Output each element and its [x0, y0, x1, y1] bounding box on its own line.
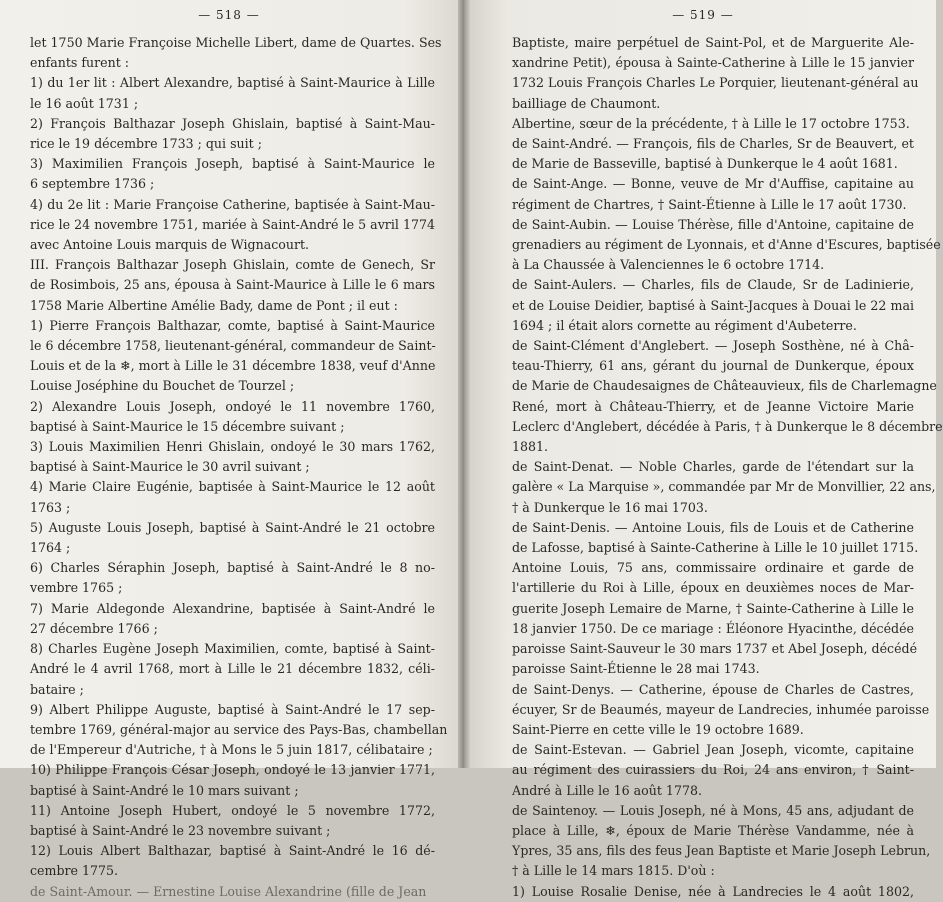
text-line: André le 4 avril 1768, mort à Lille le 21 décembre 1832, céli- — [30, 661, 435, 677]
text-line: baptisé à Saint-Maurice le 30 avril suivant ; — [30, 459, 310, 475]
text-line: 2) Alexandre Louis Joseph, ondoyé le 11 novembre 1760, — [30, 398, 435, 414]
text-line: à La Chaussée à Valenciennes le 6 octobre 1714. — [512, 257, 825, 273]
right-page — [470, 0, 943, 899]
book-gutter — [458, 0, 470, 768]
text-line: l'artillerie du Roi à Lille, époux en deuxièmes noces de Mar- — [512, 580, 914, 596]
text-line: Antoine Louis, 75 ans, commissaire ordinaire et garde de — [512, 560, 914, 576]
text-line: 3) Maximilien François Joseph, baptisé à Saint-Maurice le — [30, 156, 435, 172]
text-line: Louis et de la ❄, mort à Lille le 31 décembre 1838, veuf d'Anne — [30, 358, 436, 374]
text-line: teau-Thierry, 61 ans, gérant du journal de Dunkerque, époux — [512, 358, 914, 374]
text-line: 1) Louise Rosalie Denise, née à Landrecies le 4 août 1802, — [512, 883, 914, 899]
text-line: de Saint-Amour. — Ernestine Louise Alexandrine (fille de Jean — [30, 883, 427, 899]
text-line: guerite Joseph Lemaire de Marne, † Sainte-Catherine à Lille le — [512, 600, 914, 616]
page-body — [512, 33, 943, 902]
text-line: Louise Joséphine du Bouchet de Tourzel ; — [30, 378, 295, 394]
text-line: 3) Louis Maximilien Henri Ghislain, ondoyé le 30 mars 1762, — [30, 439, 435, 455]
page-number: — 519 — — [672, 8, 734, 22]
text-line: paroisse Saint-Sauveur le 30 mars 1737 et Abel Joseph, décédé — [512, 641, 918, 657]
text-line: Albertine, sœur de la précédente, † à Lille le 17 octobre 1753. — [512, 115, 910, 131]
text-line: Saint-Pierre en cette ville le 19 octobre 1689. — [512, 721, 804, 737]
page-number: — 518 — — [198, 8, 260, 22]
text-line: place à Lille, ❄, époux de Marie Thérèse Vandamme, née à — [512, 822, 914, 838]
text-line: let 1750 Marie Françoise Michelle Libert, dame de Quartes. Ses — [30, 35, 442, 50]
text-line: Leclerc d'Anglebert, décédée à Paris, † à Dunkerque le 8 décembre — [512, 418, 943, 434]
text-line: 8) Charles Eugène Joseph Maximilien, comte, baptisé à Saint- — [30, 641, 435, 657]
text-line: † à Dunkerque le 16 mai 1703. — [512, 499, 708, 515]
text-line: 12) Louis Albert Balthazar, baptisé à Saint-André le 16 dé- — [30, 843, 435, 859]
left-page — [0, 0, 458, 899]
text-line: grenadiers au régiment de Lyonnais, et d'Anne d'Escures, baptisée — [512, 237, 941, 253]
page-body — [30, 33, 448, 902]
text-line: 2) François Balthazar Joseph Ghislain, baptisé à Saint-Mau- — [30, 115, 435, 131]
text-line: 1732 Louis François Charles Le Porquier, lieutenant-général au — [512, 75, 919, 91]
text-line: baptisé à Saint-André le 10 mars suivant ; — [30, 782, 299, 798]
text-line: de Saint-Estevan. — Gabriel Jean Joseph, vicomte, capitaine — [512, 742, 914, 758]
text-line: rice le 24 novembre 1751, mariée à Saint-André le 5 avril 1774 — [30, 216, 435, 232]
text-line: bailliage de Chaumont. — [512, 95, 661, 111]
text-line: xandrine Petit), épousa à Sainte-Catherine à Lille le 15 janvier — [512, 55, 914, 71]
text-line: de Saint-Clément d'Anglebert. — Joseph Sosthène, né à Châ- — [512, 338, 914, 354]
text-line: avec Antoine Louis marquis de Wignacourt. — [30, 237, 310, 253]
text-line: 10) Philippe François César Joseph, ondoyé le 13 janvier 1771, — [30, 762, 435, 778]
text-line: 4) du 2e lit : Marie Françoise Catherine, baptisée à Saint-Mau- — [30, 196, 435, 212]
text-line: 5) Auguste Louis Joseph, baptisé à Saint-André le 21 octobre — [30, 519, 435, 535]
text-line: 6) Charles Séraphin Joseph, baptisé à Saint-André le 8 no- — [30, 560, 435, 576]
text-line: René, mort à Château-Thierry, et de Jeanne Victoire Marie — [512, 398, 914, 414]
text-line: † à Lille le 14 mars 1815. D'où : — [512, 863, 715, 879]
text-line: 1694 ; il était alors cornette au régiment d'Aubeterre. — [512, 317, 857, 333]
text-line: au régiment des cuirassiers du Roi, 24 ans environ, † Saint- — [512, 762, 914, 778]
text-line: de l'Empereur d'Autriche, † à Mons le 5 juin 1817, célibataire ; — [30, 742, 433, 758]
text-line: 7) Marie Aldegonde Alexandrine, baptisée à Saint-André le — [30, 600, 435, 616]
text-line: de Saintenoy. — Louis Joseph, né à Mons, 45 ans, adjudant de — [512, 802, 914, 818]
text-line: le 16 août 1731 ; — [30, 95, 139, 111]
text-line: 27 décembre 1766 ; — [30, 620, 158, 636]
text-line: de Saint-Aubin. — Louise Thérèse, fille d'Antoine, capitaine de — [512, 216, 914, 232]
text-line: paroisse Saint-Étienne le 28 mai 1743. — [512, 661, 760, 677]
text-line: de Marie de Chaudesaignes de Châteauvieux, fils de Charlemagne — [512, 378, 937, 394]
text-line: de Rosimbois, 25 ans, épousa à Saint-Maurice à Lille le 6 mars — [30, 277, 435, 293]
text-line: cembre 1775. — [30, 863, 119, 879]
text-line: le 6 décembre 1758, lieutenant-général, commandeur de Saint- — [30, 338, 436, 354]
text-line: baptisé à Saint-Maurice le 15 décembre suivant ; — [30, 418, 345, 434]
text-line: de Saint-André. — François, fils de Charles, Sr de Beauvert, et — [512, 136, 914, 152]
text-line: 1763 ; — [30, 499, 71, 515]
text-line: III. François Balthazar Joseph Ghislain, comte de Genech, Sr — [30, 257, 435, 273]
text-line: de Marie de Basseville, baptisé à Dunkerque le 4 août 1681. — [512, 156, 898, 172]
text-line: 1758 Marie Albertine Amélie Bady, dame de Pont ; il eut : — [30, 297, 398, 313]
text-line: rice le 19 décembre 1733 ; qui suit ; — [30, 136, 262, 152]
text-line: bataire ; — [30, 681, 84, 697]
text-line: 18 janvier 1750. De ce mariage : Éléonore Hyacinthe, décédée — [512, 620, 914, 636]
text-line: de Saint-Ange. — Bonne, veuve de Mr d'Auffise, capitaine au — [512, 176, 914, 192]
text-line: Ypres, 35 ans, fils des feus Jean Baptiste et Marie Joseph Lebrun, — [512, 843, 931, 859]
text-line: enfants furent : — [30, 55, 130, 71]
text-line: 6 septembre 1736 ; — [30, 176, 155, 192]
text-line: 1881. — [512, 439, 549, 455]
text-line: et de Louise Deidier, baptisé à Saint-Jacques à Douai le 22 mai — [512, 297, 914, 313]
text-line: de Saint-Aulers. — Charles, fils de Claude, Sr de Ladinierie, — [512, 277, 914, 293]
text-line: 1) du 1er lit : Albert Alexandre, baptisé à Saint-Maurice à Lille — [30, 75, 435, 91]
text-line: régiment de Chartres, † Saint-Étienne à Lille le 17 août 1730. — [512, 196, 907, 212]
text-line: 1764 ; — [30, 540, 71, 556]
text-line: de Lafosse, baptisé à Sainte-Catherine à Lille le 10 juillet 1715. — [512, 540, 919, 556]
text-line: de Saint-Denat. — Noble Charles, garde de l'étendart sur la — [512, 459, 914, 475]
text-line: 4) Marie Claire Eugénie, baptisée à Saint-Maurice le 12 août — [30, 479, 435, 495]
text-line: vembre 1765 ; — [30, 580, 123, 596]
text-line: tembre 1769, général-major au service des Pays-Bas, chambellan — [30, 721, 448, 737]
text-line: Baptiste, maire perpétuel de Saint-Pol, et de Marguerite Ale- — [512, 35, 914, 50]
text-line: André à Lille le 16 août 1778. — [512, 782, 702, 798]
text-line: baptisé à Saint-André le 23 novembre suivant ; — [30, 822, 331, 838]
text-line: galère « La Marquise », commandée par Mr de Monvillier, 22 ans, — [512, 479, 936, 495]
text-line: écuyer, Sr de Beaumés, mayeur de Landrecies, inhumée paroisse — [512, 701, 930, 717]
text-line: 9) Albert Philippe Auguste, baptisé à Saint-André le 17 sep- — [30, 701, 435, 717]
text-line: 11) Antoine Joseph Hubert, ondoyé le 5 novembre 1772, — [30, 802, 435, 818]
text-line: 1) Pierre François Balthazar, comte, baptisé à Saint-Maurice — [30, 317, 435, 333]
text-line: de Saint-Denis. — Antoine Louis, fils de Louis et de Catherine — [512, 519, 914, 535]
text-line: de Saint-Denys. — Catherine, épouse de Charles de Castres, — [512, 681, 914, 697]
